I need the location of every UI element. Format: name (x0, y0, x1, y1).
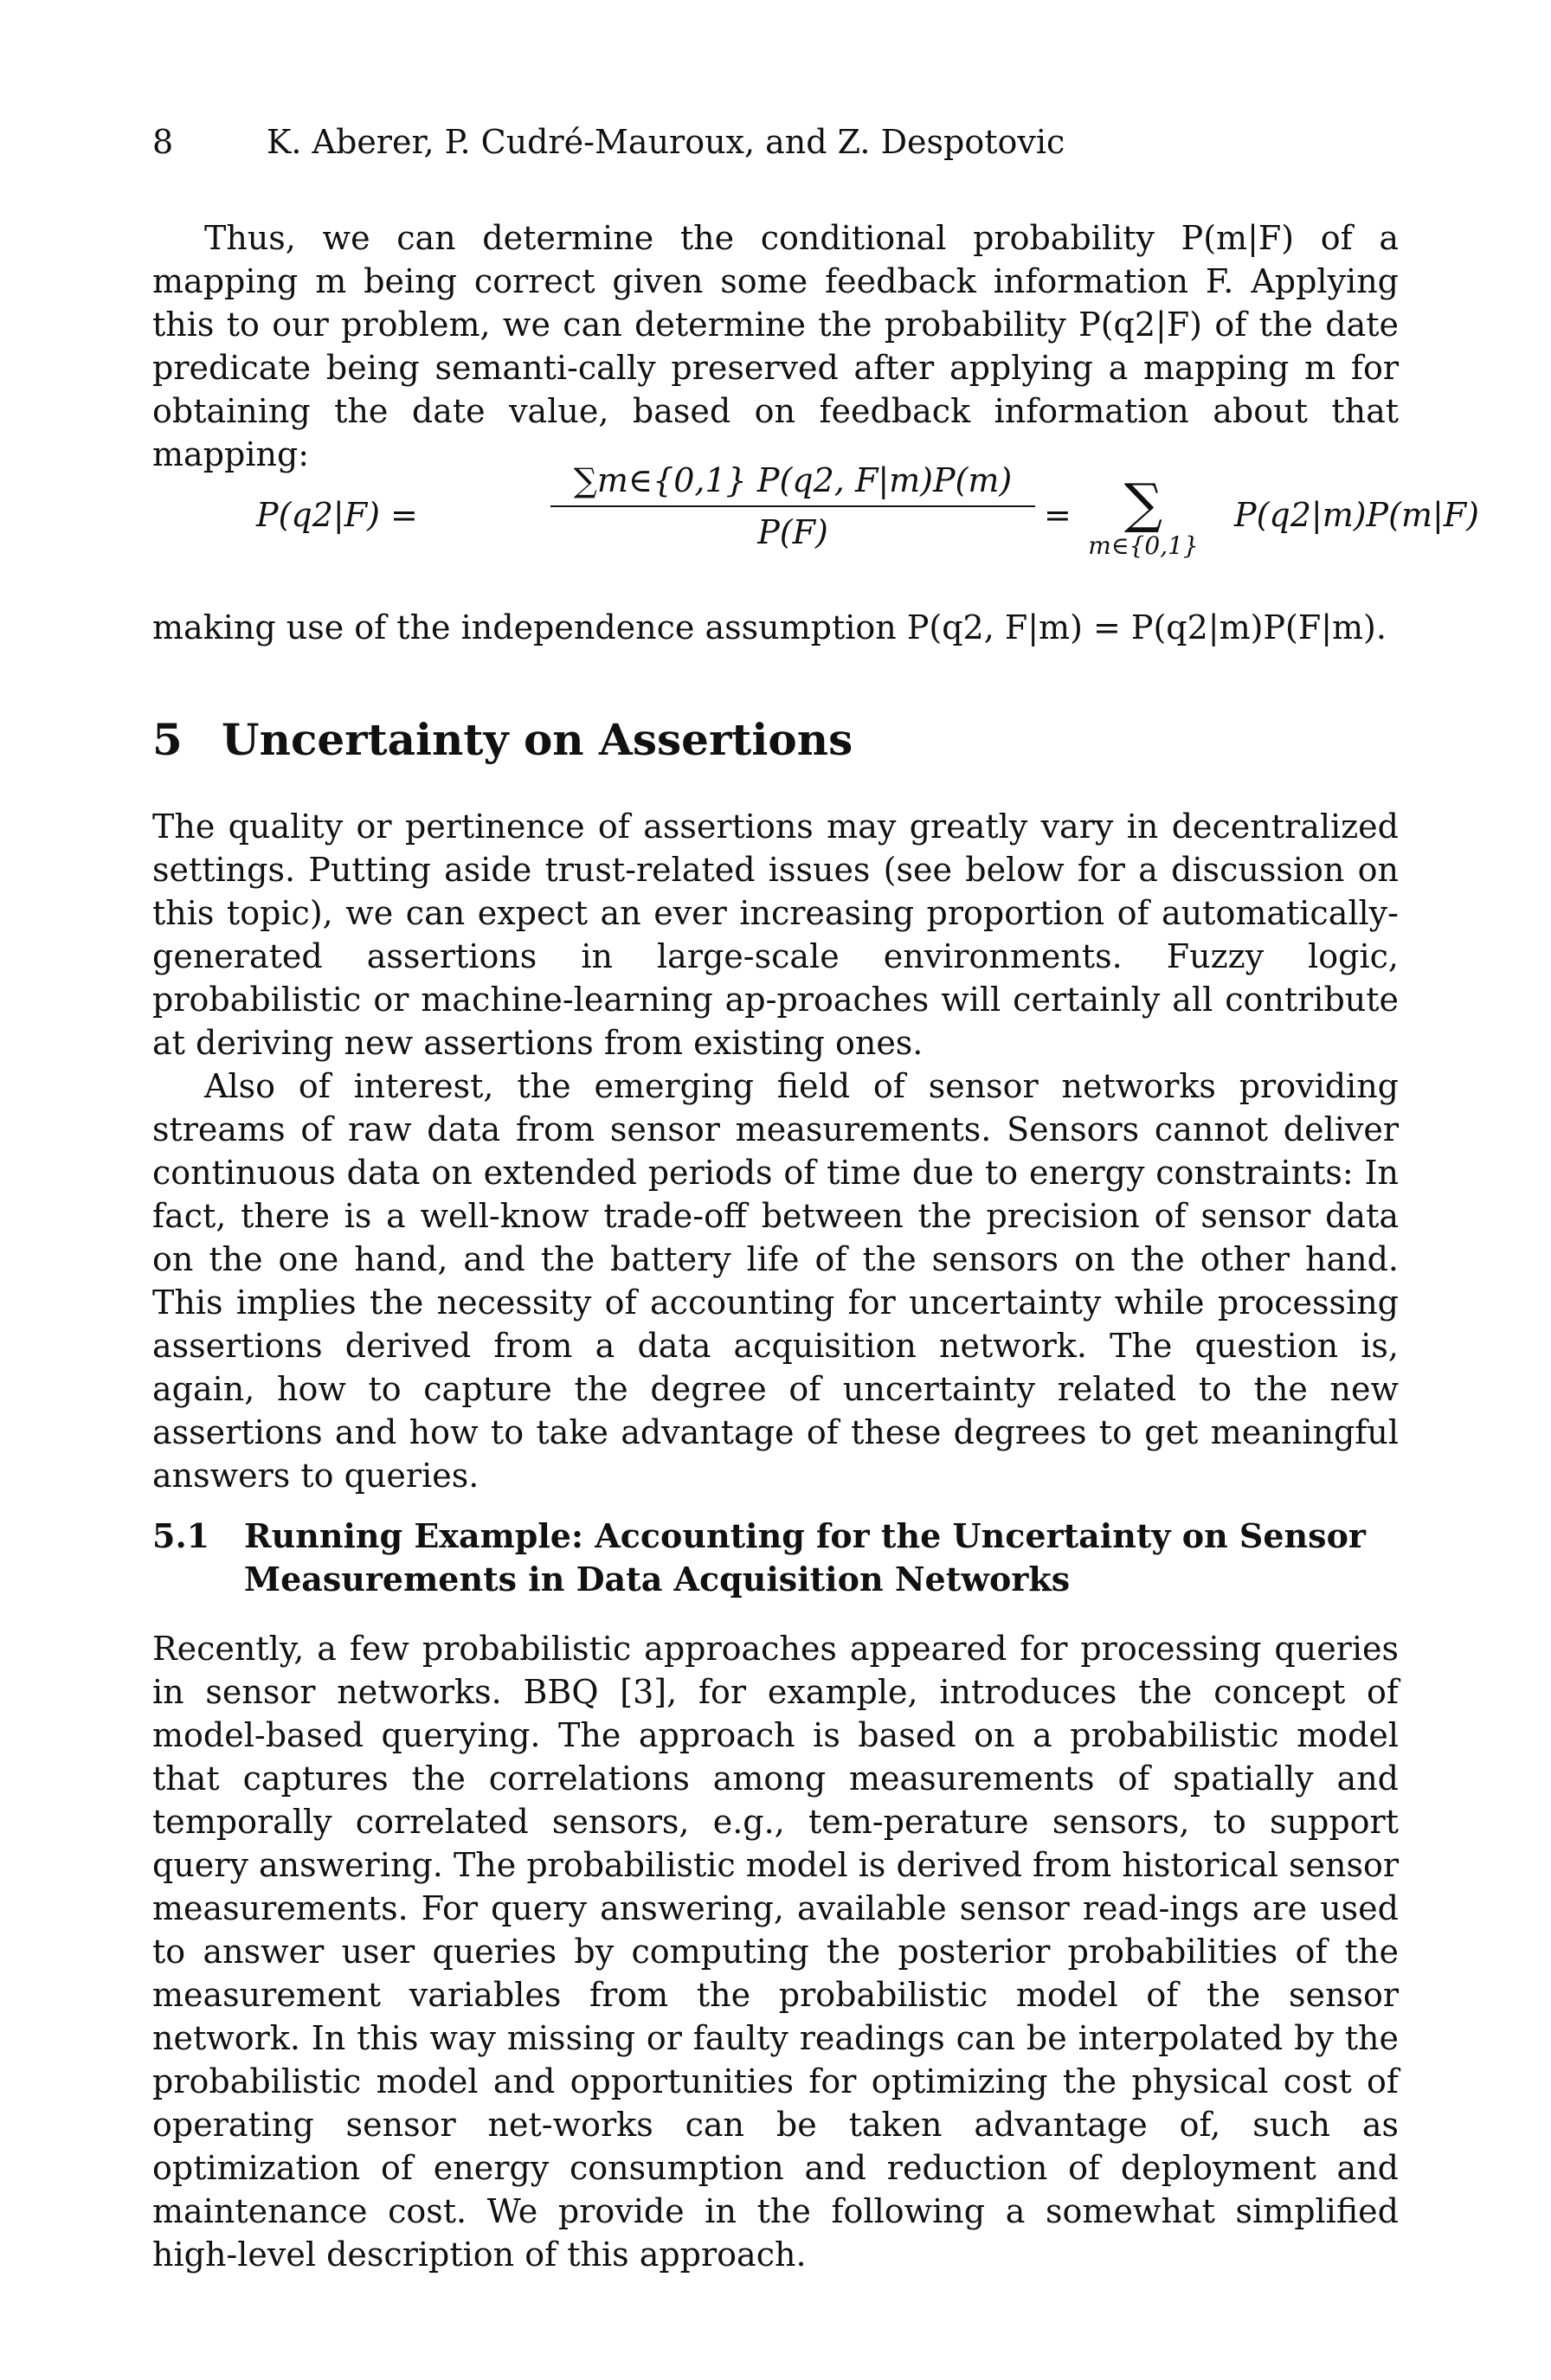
display-equation (152, 459, 1479, 589)
subsection-number: 5.1 (152, 1516, 210, 1555)
sum-subscript: m∈{0,1} (1088, 531, 1199, 560)
intro-paragraph: Thus, we can determine the conditional probability P(m|F) of a mapping m being correct given some feedback information F. Applying this to our problem, we can determine the probability P(q2|F) of the date predicate being semanti-cally preserved after applying a mapping m for obtaining the date value, based on feedback information about that mapping: (152, 219, 1399, 473)
equation-denominator: P(F) (757, 513, 828, 551)
subsection-paragraph: Recently, a few probabilistic approaches appeared for processing queries in sensor networks. BBQ [3], for example, introduces the concept of model-based querying. The approach is based on a probabilistic model that captures the correlations among measurements of spatially and temporally correlated sensors, e.g., tem-perature sensors, to support query answering. The probabilistic model is derived from historical sensor measurements. For query answering, available sensor read-ings are used to answer user queries by computing the posterior probabilities of the measurement variables from the probabilistic model of the sensor network. In this way missing or faulty readings can be interpolated by the probabilistic model and opportunities for optimizing the physical cost of operating sensor net-works can be taken advantage of, such as optimization of energy consumption and reduction of deployment and maintenance cost. We provide in the following a somewhat simplified high-level description of this approach. (152, 1630, 1399, 2274)
running-header-authors: K. Aberer, P. Cudré-Mauroux, and Z. Despotovic (267, 123, 1065, 161)
equation-lhs: P(q2|F) = (256, 496, 418, 534)
section-paragraph-1: The quality or pertinence of assertions may greatly vary in decentralized settings. Putting aside trust-related issues (see below for a discussion on this topic), we can expect an ever increasing proportion of automatically-generated assertions in large-scale environments. Fuzzy logic, probabilistic or machine-learning ap-proaches will certainly all contribute at deriving new assertions from existing ones. (152, 807, 1399, 1062)
equation-fraction (550, 459, 1035, 554)
equation-rhs: P(q2|m)P(m|F) (1234, 496, 1479, 534)
section-heading (152, 714, 853, 766)
after-equation-text: making use of the independence assumption P(q2, F|m) = P(q2|m)P(F|m). (152, 608, 1387, 646)
equation-sum (1052, 472, 1234, 561)
equation-equals: = (1044, 496, 1072, 534)
sum-symbol: ∑ (1123, 472, 1163, 535)
fraction-bar (550, 505, 1035, 507)
equation-numerator: ∑m∈{0,1} P(q2, F|m)P(m) (573, 461, 1013, 499)
section-paragraph-2: Also of interest, the emerging field of sensor networks providing streams of raw data from sensor measurements. Sensors cannot deliver continuous data on extended periods of time due to energy constraints: In fact, there is a well-know trade-off between the precision of sensor data on the one hand, and the battery life of the sensors on the other hand. This implies the necessity of accounting for uncertainty while processing assertions derived from a data acquisition network. The question is, again, how to capture the degree of uncertainty related to the new assertions and how to take advantage of these degrees to get meaningful answers to queries. (152, 1067, 1399, 1495)
subsection-title: Running Example: Accounting for the Uncertainty on Sensor Measurements in Data Acquisition Networks (244, 1516, 1366, 1598)
page-number: 8 (152, 123, 174, 161)
section-title: Uncertainty on Assertions (222, 714, 853, 765)
section-number: 5 (152, 714, 183, 765)
